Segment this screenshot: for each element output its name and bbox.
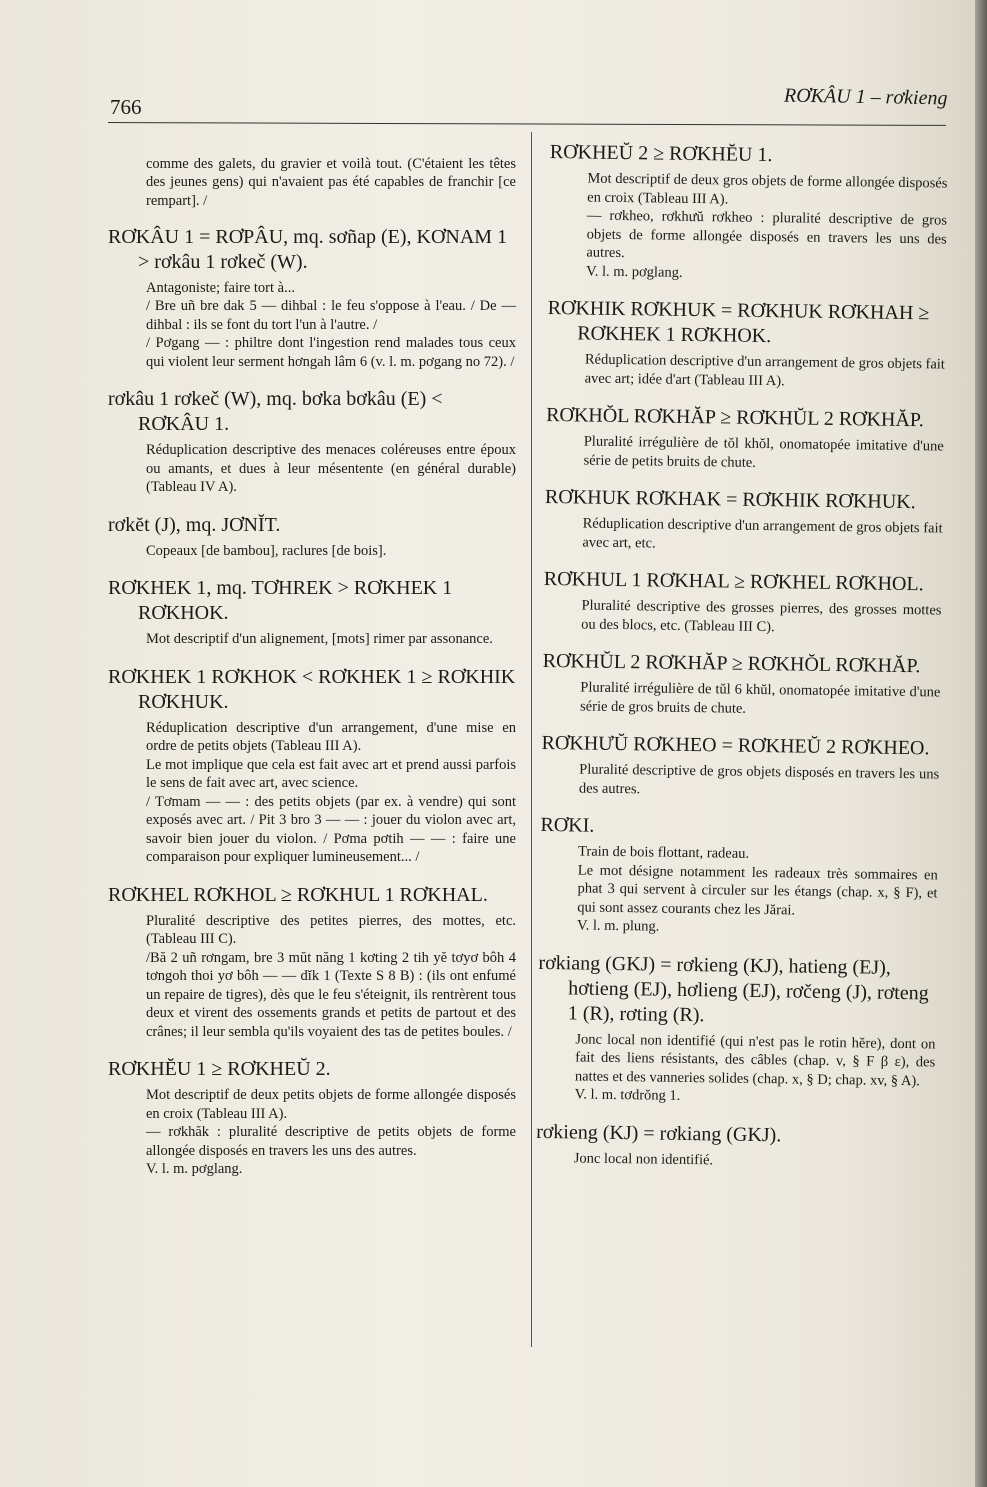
- left-column: [108, 140, 516, 1195]
- dictionary-entry: [547, 296, 946, 393]
- entry-headword: rơkĕt (J), mq. JƠNĬT.: [108, 513, 281, 536]
- dictionary-entry: [108, 883, 516, 1042]
- entry-body: Réduplication descriptive des menaces coléreuses entre époux ou amants, et dues à leur mésentente (en général durable) (Tableau IV A).: [146, 442, 516, 495]
- entry-body: Jonc local non identifié.: [573, 1149, 714, 1168]
- entry-body: Mot descriptif de deux gros objets de forme allongée disposés en croix (Tableau III A). — rơkheo, rơkhưŭ rơkheo : pluralité descriptive de gros objets de forme allongée disposés en travers les uns des autres. V. l. m. pơglang.: [586, 170, 948, 281]
- entry-body: Réduplication descriptive d'un arrangement de gros objets fait avec art, etc.: [582, 515, 943, 552]
- dictionary-entry: [108, 1057, 516, 1179]
- entry-headword: rơkieng (KJ) = rơkiang (GKJ).: [536, 1120, 782, 1146]
- entry-headword: RƠKHŎL RƠKHĂP ≥ RƠKHŬL 2 RƠKHĂP.: [546, 403, 924, 432]
- dictionary-entry: [542, 649, 941, 721]
- entry-body: Pluralité irrégulière de tŏl khŏl, onomatopée imitative d'une série de petits bruits de chute.: [583, 433, 944, 471]
- dictionary-entry: [108, 576, 516, 649]
- entry-headword: RƠKHUK RƠKHAK = RƠKHIK RƠKHUK.: [544, 485, 916, 514]
- continued-text: comme des galets, du gravier et voilà tout. (C'étaient les têtes des jeunes gens) qui n'avaient pas été capables de franchir [ce rempart]. /: [146, 155, 516, 209]
- entry-headword: RƠKHEK 1 RƠKHOK < RƠKHEK 1 ≥ RƠKHIK RƠKHUK.: [108, 665, 516, 713]
- header-rule: [108, 122, 946, 126]
- entry-body: Réduplication descriptive d'un arrangement, d'une mise en ordre de petits objets (Tableau III A). Le mot implique que cela est fait avec art et prend aussi parfois le sens de fait avec art, avec science. / Tơmam — — : des petits objets (par ex. à vendre) qui sont exposés avec art. / Pit 3 bro 3 — — : jouer du violon avec art, savoir bien jouer du violon. / Pơma pơtih — — : faire une comparaison pour expliquer lumineusement... /: [146, 719, 516, 865]
- entry-headword: RƠKÂU 1 = RƠPÂU, mq. sơñap (E), KƠNAM 1 > rơkâu 1 rơkeč (W).: [108, 225, 508, 273]
- page-edge-shadow: [975, 0, 987, 1487]
- page-number: 766: [110, 95, 142, 119]
- entry-headword: RƠKHEK 1, mq. TƠHREK > RƠKHEK 1 RƠKHOK.: [108, 577, 453, 624]
- entry-body: Pluralité descriptive des grosses pierres, des grosses mottes ou des blocs, etc. (Tableau III C).: [581, 597, 942, 635]
- entry-body: Copeaux [de bambou], raclures [de bois].: [146, 542, 387, 559]
- dictionary-entry: [108, 225, 516, 372]
- entry-headword: RƠKHIK RƠKHUK = RƠKHUK RƠKHAH ≥ RƠKHEK 1 RƠKHOK.: [547, 296, 930, 348]
- running-head: RƠKÂU 1 – rơkieng: [783, 84, 948, 110]
- entry-body: Pluralité descriptive de gros objets disposés en travers les uns des autres.: [578, 761, 940, 797]
- column-divider: [531, 132, 532, 1347]
- entry-headword: RƠKHUL 1 RƠKHAL ≥ RƠKHEL RƠKHOL.: [543, 567, 924, 596]
- dictionary-entry: [541, 731, 940, 803]
- entry-body: Pluralité descriptive des petites pierres, des mottes, etc. (Tableau III C). /Bă 2 uñ rơngam, bre 3 mŭt năng 1 kơting 2 tih yĕ tơyơ bôh 4 tơngoh thoi yơ bôh — — dĭk 1 (Texte S 8 B) : (ils ont enfumé un repaire de tigres), dès que le feu s'éteignit, ils rentrèrent tous deux et virent des ossements grands et petits de partout et des crânes; il leur sembla qu'ils voyaient des tas de petites boules. /: [146, 912, 516, 1040]
- dictionary-entry: [108, 513, 516, 561]
- dictionary-entry: [537, 950, 937, 1109]
- entry-headword: RƠKHEŬ 2 ≥ RƠKHĔU 1.: [549, 140, 773, 167]
- entry-body: Jonc local non identifié (qui n'est pas le rotin hĕre), dont on fait des liens résistants, des câbles (chap. v, § F β ε), des nattes et des vanneries solides (chap. x, § D; chap. xv, § A). V. l. m. tơdrŏng 1.: [574, 1030, 936, 1104]
- dictionary-entry: [543, 567, 942, 639]
- entry-headword: RƠKI.: [540, 813, 595, 837]
- entry-headword: rơkiang (GKJ) = rơkieng (KJ), hatieng (EJ), hơtieng (EJ), hơlieng (EJ), rơčeng (J), rơteng 1 (R), rơting (R).: [538, 951, 929, 1026]
- entry-body: Pluralité irrégulière de tŭl 6 khŭl, onomatopée imitative d'une série de gros bruits de chute.: [579, 679, 941, 717]
- entry-headword: RƠKHEL RƠKHOL ≥ RƠKHUL 1 RƠKHAL.: [108, 883, 488, 906]
- entry-body: Antagoniste; faire tort à... / Bre uñ bre dak 5 — dihbal : le feu s'oppose à l'eau. / De — dihbal : ils se font du tort l'un à l'autre. / / Pơgang — : philtre dont l'ingestion rend malades tous ceux qui violent leur serment hơngah lâm 6 (v. l. m. pơgang no 72). /: [146, 279, 516, 370]
- dictionary-entry: [539, 813, 939, 940]
- dictionary-entry: [536, 1119, 935, 1172]
- entry-body: Mot descriptif d'un alignement, [mots] rimer par assonance.: [146, 631, 493, 647]
- right-column: [535, 140, 948, 1188]
- entry-headword: RƠKHĔU 1 ≥ RƠKHEŬ 2.: [108, 1058, 331, 1080]
- entry-body: Réduplication descriptive d'un arrangement de gros objets fait avec art; idée d'art (Tableau III A).: [584, 351, 946, 389]
- entry-headword: RƠKHŬL 2 RƠKHĂP ≥ RƠKHŎL RƠKHĂP.: [542, 649, 921, 678]
- entry-body: Train de bois flottant, radeau. Le mot désigne notamment les radeaux très sommaires en phat 3 qui servent à circuler sur les étangs (chap. x, § F), et qui sont assez courants chez les Jărai. V. l. m. plung.: [576, 843, 938, 935]
- entry-headword: RƠKHƯŬ RƠKHEO = RƠKHEŬ 2 RƠKHEO.: [541, 731, 930, 760]
- dictionary-entry: [545, 403, 944, 475]
- dictionary-entry: [108, 387, 516, 497]
- dictionary-entry: [108, 665, 516, 867]
- entry-body: Mot descriptif de deux petits objets de forme allongée disposés en croix (Tableau III A). — rơkhăk : pluralité descriptive de petits objets de forme allongée disposés en travers les uns des autres. V. l. m. pơglang.: [146, 1087, 516, 1177]
- dictionary-entry: [544, 485, 943, 557]
- entry-headword: rơkâu 1 rơkeč (W), mq. bơka bơkâu (E) < RƠKÂU 1.: [108, 388, 443, 435]
- dictionary-entry: [548, 140, 948, 286]
